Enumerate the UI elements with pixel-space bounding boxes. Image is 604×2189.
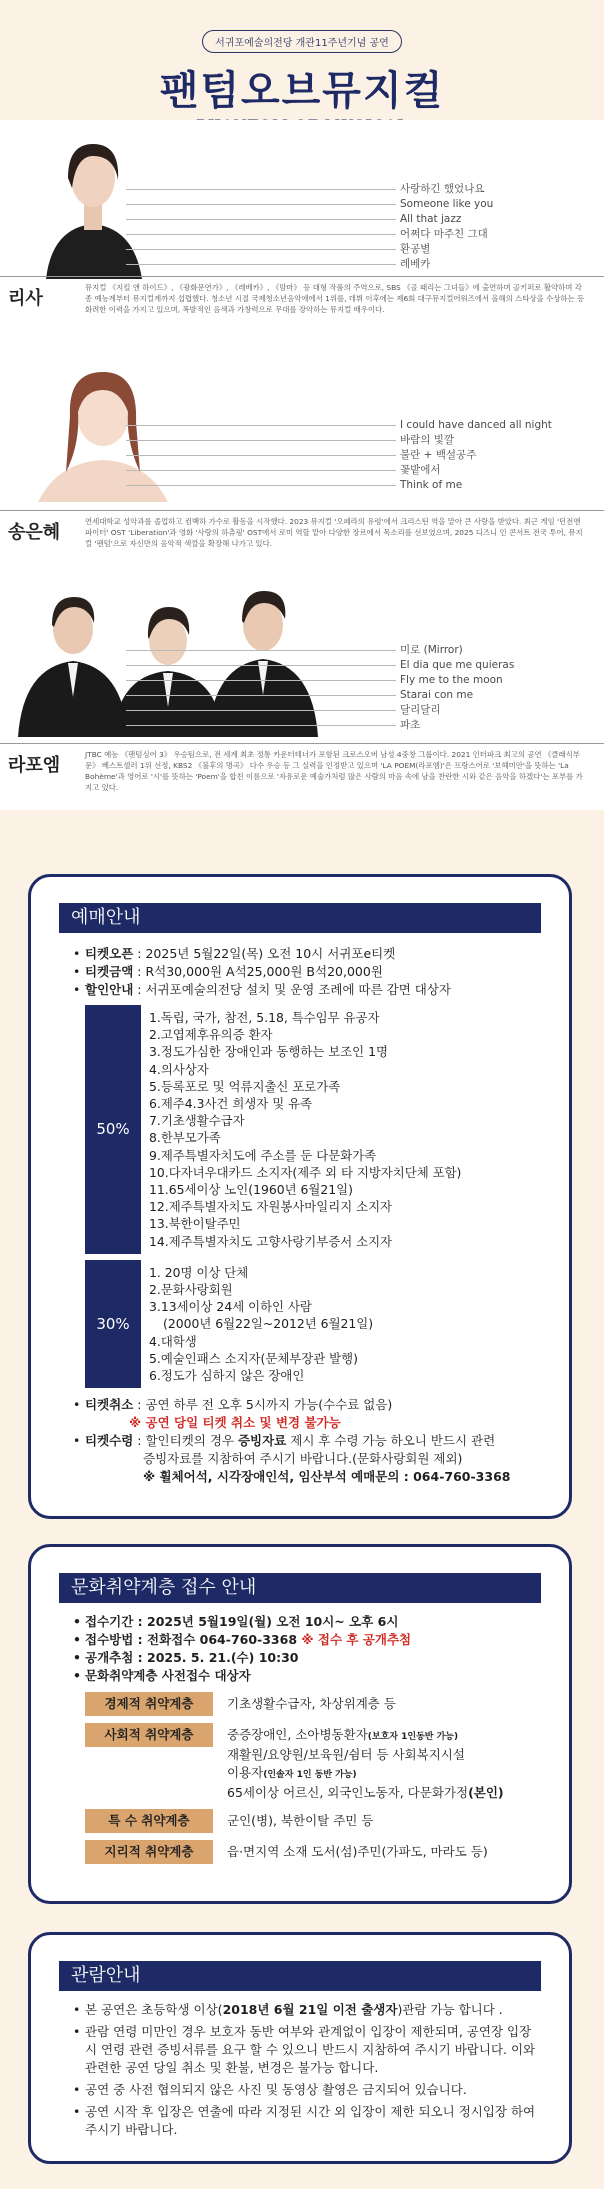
- discount-item: 10.다자녀우대카드 소지자(제주 외 타 지방자치단체 포함): [149, 1164, 462, 1180]
- category-tag: 특 수 취약계층: [85, 1809, 213, 1833]
- method-note: ※ 접수 후 공개추첨: [301, 1632, 412, 1647]
- discount-item: 13.북한이탈주민: [149, 1216, 241, 1232]
- lisa-name: 리사: [8, 288, 43, 309]
- discount-30-tag: 30%: [85, 1260, 141, 1388]
- lapoem-name: 라포엠: [8, 755, 61, 776]
- viewing-item-4: • 공연 시작 후 입장은 연출에 따라 지정된 시간 외 입장이 제한 되오니 정시입장 하여 주시기 바랍니다.: [71, 2103, 541, 2139]
- reservation-box: [28, 874, 572, 1519]
- discount-50-row: [85, 1005, 541, 1254]
- song-item: 달리달리: [400, 703, 514, 718]
- vulnerable-categories: [85, 1692, 541, 1864]
- song-item: El dia que me quieras: [400, 659, 515, 671]
- poster-header: [0, 0, 604, 120]
- pickup-value-2: 제시 후 수령 가능 하오니 반드시 관련: [286, 1433, 496, 1449]
- song-item: Someone like you: [400, 198, 494, 210]
- category-row: [85, 1723, 541, 1802]
- category-description: 읍·면지역 소재 도서(섬)주민(가파도, 마라도 등): [227, 1844, 488, 1859]
- viewing-heading: 관람안내: [59, 1961, 541, 1991]
- category-tag: 사회적 취약계층: [85, 1723, 213, 1747]
- lisa-bio: 뮤지컬 《지킬 앤 하이드》, 《광화문연가》, 《레베카》, 《맘마》 등 대형 작품의 주역으로, SBS 《골 때리는 그녀들》에 출연하며 골키퍼로 활약하며 각종 예능계부터 뮤지컬계까지 섭렵했다. 청소년 시절 국제청소년음악에에서 1위를, 데뷔 이후에는 제6회 대구뮤지컬어워즈에서 올해의 스타상을 수상하는 등 화려한 이력을 가지고 있으며, 폭발적인 음색과 가창력으로 무대를 장악하는 뮤지컬 배우이다.: [85, 283, 585, 314]
- viewing-item-1: • 본 공연은 초등학생 이상(2018년 6월 21일 이전 출생자)관람 가능 합니다 .: [71, 2001, 541, 2019]
- cast-section: [0, 120, 604, 810]
- song-eunhye-name: 송은혜: [8, 522, 61, 543]
- category-tag: 경제적 취약계층: [85, 1692, 213, 1716]
- song-eunhye-photo: [28, 352, 178, 502]
- lisa-song-list: [400, 182, 493, 272]
- song-item: 사랑하긴 했었나요: [400, 182, 493, 197]
- lapoem-bio: JTBC 예능 《팬텀싱어 3》 우승팀으로, 전 세계 최초 정통 카운터테너가 포함된 크로스오버 남성 4중창 그룹이다. 2021 인터파크 최고의 공연 《클래식부문》 베스트셀러 1위 선정, KBS2 《불후의 명곡》 다수 우승 등 그 실력을 인정받고 있으며 'LA POEM(라포엠)'은 프랑스어로 '보헤미안'을 뜻하는 'La Bohème'과 영어로 '시'를 뜻하는 'Poem'을 합친 이름으로 '자유로운 예술가처럼 많은 사람의 마음 속에 남을 찬란한 시와 같은 음악을 하겠다'는 포부를 가지고 있다.: [85, 750, 583, 792]
- song-item: Fly me to the moon: [400, 673, 514, 688]
- discount-item: 4.의사상자: [149, 1061, 209, 1077]
- cast-song-eunhye: [0, 348, 604, 573]
- discount-30-row: [85, 1260, 541, 1388]
- discount-item: 5.등록포로 및 억류지출신 포로가족: [149, 1078, 341, 1094]
- period-label: 접수기간: [85, 1614, 134, 1629]
- discount-item: 5.예술인패스 소지자(문체부장관 발행): [149, 1350, 358, 1366]
- category-description: 기초생활수급자, 차상위계층 등: [227, 1696, 396, 1711]
- discount-item: 7.기초생활수급자: [149, 1113, 245, 1129]
- song-item: 꽃밭에서: [400, 463, 552, 478]
- pickup-label: 티켓수령: [85, 1433, 134, 1449]
- discount-item: 3.13세이상 24세 이하인 사람: [149, 1299, 312, 1315]
- cast-lisa: [0, 120, 604, 348]
- discount-50-list: [141, 1005, 541, 1254]
- discount-item: (2000년 6월22일~2012년 6월21일): [163, 1316, 374, 1332]
- cancel-value: : 공연 하루 전 오후 5시까지 가능(수수료 없음): [133, 1397, 393, 1413]
- song-item: 바람의 빛깔: [400, 433, 552, 448]
- discount-item: 2.문화사랑회원: [149, 1282, 233, 1298]
- discount-item: 6.제주4.3사건 희생자 및 유족: [149, 1096, 313, 1112]
- song-item: Starai con me: [400, 688, 514, 703]
- event-subtitle: 서귀포예술의전당 개관11주년기념 공연: [202, 30, 402, 53]
- discount-item: 2.고엽제후유의증 환자: [149, 1027, 273, 1043]
- song-eunhye-bio: 연세대학교 성악과를 졸업하고 컴백하 가수로 활동을 시작했다. 2023 뮤지컬 '오페라의 유령'에서 크리스틴 역을 맡아 큰 사랑을 받았다. 최근 게임 '던전앤파이터' OST 'Liberation'과 영화 '사랑의 하츄핑' OST에서 로미 역할 맡아 다양한 장르에서 목소리를 선보였으며, 2025 디즈니 인 콘서트 전국 투어, 뮤지컬 '팬텀'으로 자신만의 음악적 색깔을 확장해 나가고 있다.: [85, 517, 583, 548]
- cast-lapoem: [0, 573, 604, 810]
- discount-item: 12.제주특별자치도 자원봉사마일리지 소지자: [149, 1199, 393, 1215]
- lisa-photo: [38, 124, 148, 279]
- discount-item: 14.제주특별자치도 고향사랑기부증서 소지자: [149, 1233, 393, 1249]
- ticket-open-value: : 2025년 5월22일(목) 오전 10시 서귀포e티켓: [133, 946, 396, 961]
- discount-item: 3.정도가심한 장애인과 동행하는 보조인 1명: [149, 1044, 388, 1060]
- ticket-price-label: 티켓금액: [85, 964, 134, 979]
- viewing-item-3: • 공연 중 사전 협의되지 않은 사진 및 동영상 촬영은 금지되어 있습니다.: [71, 2081, 541, 2099]
- discount-item: 1. 20명 이상 단체: [149, 1264, 249, 1280]
- ticket-open-label: 티켓오픈: [85, 946, 134, 961]
- song-item: Think of me: [400, 478, 552, 493]
- vulnerable-box: [28, 1544, 572, 1904]
- pickup-bold: 증빙자료: [237, 1433, 287, 1449]
- divider: [0, 510, 604, 511]
- divider: [0, 743, 604, 744]
- pickup-line-2: 증빙자료를 지참하여 주시기 바랍니다.(문화사랑회원 제외): [143, 1451, 463, 1467]
- discount-value: : 서귀포예술의전당 설치 및 운영 조례에 따른 감면 대상자: [133, 982, 452, 997]
- viewing-box: [28, 1932, 572, 2164]
- category-description: 군인(병), 북한이탈 주민 등: [227, 1813, 374, 1828]
- method-value: : 전화접수 064-760-3368: [133, 1632, 302, 1647]
- announce-label: 공개추첨: [85, 1650, 134, 1665]
- discount-item: 9.제주특별자치도에 주소를 둔 다문화가족: [149, 1147, 377, 1163]
- method-label: 접수방법: [85, 1632, 134, 1647]
- song-item: 파초: [400, 718, 514, 733]
- category-row: [85, 1809, 541, 1833]
- cancel-label: 티켓취소: [85, 1397, 134, 1413]
- cancel-note: ※ 공연 당일 티켓 취소 및 변경 불가능: [129, 1415, 341, 1431]
- discount-item: 11.65세이상 노인(1960년 6월21일): [149, 1182, 353, 1198]
- song-item: 미로 (Mirror): [400, 643, 514, 658]
- song-item: I could have danced all night: [400, 419, 552, 431]
- lapoem-song-list: [400, 643, 514, 733]
- discount-50-tag: 50%: [85, 1005, 141, 1254]
- ticket-price-value: : R석30,000원 A석25,000원 B석20,000원: [133, 964, 383, 979]
- discount-30-list: [141, 1260, 541, 1388]
- song-item: 어쩌다 마주친 그대: [400, 227, 493, 242]
- show-title: 팬텀오브뮤지컬: [159, 68, 445, 114]
- song-eunhye-song-list: [400, 418, 552, 493]
- target-label: • 문화취약계층 사전접수 대상자: [71, 1667, 541, 1685]
- category-description: 중증장애인, 소아병동환자(보호자 1인동반 가능) 재활원/요양원/보육원/쉼터 등 사회복지시설 이용자(인솔자 1인 동반 가능) 65세이상 어르신, 외국인노동자, 다문화가정(본인): [227, 1727, 504, 1800]
- song-item: 환공별: [400, 242, 493, 257]
- announce-value: : 2025. 5. 21.(수) 10:30: [133, 1650, 299, 1665]
- discount-item: 6.정도가 심하지 않은 장애인: [149, 1368, 305, 1384]
- discount-label: 할인안내: [85, 982, 134, 997]
- category-tag: 지리적 취약계층: [85, 1840, 213, 1864]
- pickup-value-1: : 할인티켓의 경우: [133, 1433, 238, 1449]
- discount-item: 4.대학생: [149, 1333, 197, 1349]
- category-row: [85, 1840, 541, 1864]
- discount-item: 1.독립, 국가, 참전, 5.18, 특수임무 유공자: [149, 1010, 380, 1025]
- period-value: : 2025년 5월19일(월) 오전 10시~ 오후 6시: [133, 1614, 399, 1629]
- song-item: All that jazz: [400, 212, 493, 227]
- discount-item: 8.한부모가족: [149, 1130, 221, 1146]
- category-row: [85, 1692, 541, 1716]
- song-item: 불란 + 백설공주: [400, 448, 552, 463]
- lapoem-photo: [18, 577, 318, 737]
- viewing-item-2: • 관람 연령 미만인 경우 보호자 동반 여부와 관계없이 입장이 제한되며, 공연장 입장시 연령 관련 증빙서류를 요구 할 수 있으니 반드시 지참하여 주시기 바랍니다. 이와 관련한 공연 당일 취소 및 환불, 변경은 불가능 합니다.: [71, 2023, 541, 2077]
- divider: [0, 276, 604, 277]
- pickup-line-3: ※ 휠체어석, 시각장애인석, 임산부석 예매문의 : 064-760-3368: [143, 1469, 511, 1485]
- song-item: 레베카: [400, 257, 493, 272]
- reservation-heading: 예매안내: [59, 903, 541, 933]
- vulnerable-heading: 문화취약계층 접수 안내: [59, 1573, 541, 1603]
